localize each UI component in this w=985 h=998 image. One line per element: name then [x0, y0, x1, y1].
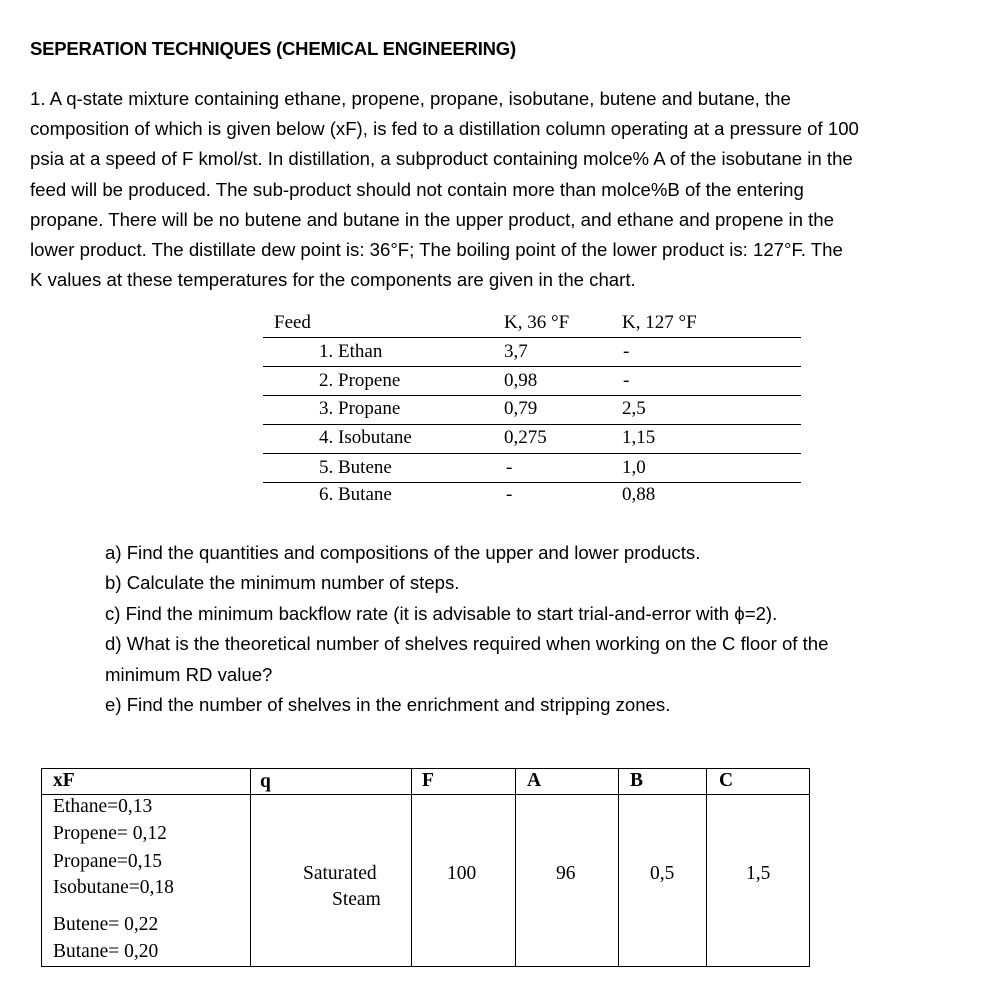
question-d: d) What is the theoretical number of shelves required when working on the C floor of the: [105, 633, 829, 655]
k-table-row-name: 4. Isobutane: [319, 427, 412, 448]
table-column-divider: [250, 768, 251, 967]
q-value-line2: Steam: [332, 889, 381, 910]
k-table-row-k127: 0,88: [622, 484, 656, 505]
feed-table-header-a: A: [527, 770, 542, 791]
xf-value: Propane=0,15: [53, 851, 163, 872]
k-table-row-k36: 3,7: [504, 341, 528, 362]
k-table-row-name: 6. Butane: [319, 484, 392, 505]
k-table-row-name: 5. Butene: [319, 457, 392, 478]
xf-value: Ethane=0,13: [53, 796, 153, 817]
xf-value: Isobutane=0,18: [53, 877, 174, 898]
feed-table-header-b: B: [630, 770, 644, 791]
table-column-divider: [706, 768, 707, 967]
problem-statement: [30, 84, 975, 295]
question-d-continued: minimum RD value?: [105, 663, 273, 685]
table-column-divider: [515, 768, 516, 967]
feed-spec-table: [41, 768, 810, 967]
problem-line: K values at these temperatures for the components are given in the chart.: [30, 269, 636, 291]
xf-value: Butene= 0,22: [53, 914, 159, 935]
problem-line: propane. There will be no butene and butane in the upper product, and ethane and propene in the: [30, 208, 834, 230]
feed-table-header-q: q: [260, 771, 271, 792]
k-table-row-k127: -: [623, 370, 630, 391]
problem-line: psia at a speed of F kmol/st. In distillation, a subproduct containing molce% A of the isobutane in the: [30, 148, 853, 170]
k-table-row-k36: -: [506, 484, 513, 505]
k-table-row-k36: 0,79: [504, 398, 538, 419]
k-table-header-feed: Feed: [274, 312, 311, 333]
problem-line: composition of which is given below (xF), is fed to a distillation column operating at a pressure of 100: [30, 118, 859, 140]
xf-value: Butane= 0,20: [53, 941, 159, 962]
c-value: 1,5: [746, 863, 771, 884]
table-divider: [263, 337, 801, 338]
feed-table-header-c: C: [719, 770, 734, 791]
k-table-row-k127: 2,5: [622, 398, 646, 419]
question-b: b) Calculate the minimum number of steps.: [105, 572, 460, 594]
table-divider: [263, 453, 801, 454]
k-table-row-k127: 1,0: [622, 457, 646, 478]
table-divider: [263, 395, 801, 396]
q-value-line1: Saturated: [303, 863, 377, 884]
k-table-row-k36: 0,98: [504, 370, 538, 391]
table-divider: [263, 366, 801, 367]
problem-line: lower product. The distillate dew point is: 36°F; The boiling point of the lower product is: 127°F. The: [30, 239, 843, 261]
b-value: 0,5: [650, 863, 675, 884]
xf-value: Propene= 0,12: [53, 823, 167, 844]
k-table-row-k36: 0,275: [504, 427, 547, 448]
table-header-divider: [41, 794, 810, 795]
question-e: e) Find the number of shelves in the enrichment and stripping zones.: [105, 694, 671, 716]
problem-line: 1. A q-state mixture containing ethane, propene, propane, isobutane, butene and butane, the: [30, 88, 791, 109]
question-c: c) Find the minimum backflow rate (it is advisable to start trial-and-error with ϕ=2).: [105, 602, 778, 624]
k-table-row-name: 1. Ethan: [319, 341, 383, 362]
table-column-divider: [411, 768, 412, 967]
questions-list: [105, 538, 975, 720]
problem-line: feed will be produced. The sub-product should not contain more than molce%B of the entering: [30, 178, 804, 200]
table-divider: [263, 482, 801, 483]
a-value: 96: [556, 863, 576, 884]
k-table-row-name: 3. Propane: [319, 398, 401, 419]
k-table-header-k127: K, 127 °F: [622, 312, 697, 333]
k-table-row-name: 2. Propene: [319, 370, 401, 391]
f-value: 100: [447, 863, 477, 884]
page-title: SEPERATION TECHNIQUES (CHEMICAL ENGINEERING): [30, 38, 516, 59]
k-values-table: [263, 310, 801, 510]
k-table-row-k127: -: [623, 341, 630, 362]
k-table-row-k127: 1,15: [622, 427, 656, 448]
table-column-divider: [618, 768, 619, 967]
k-table-header-k36: K, 36 °F: [504, 312, 570, 333]
k-table-row-k36: -: [506, 457, 513, 478]
table-divider: [263, 424, 801, 425]
question-a: a) Find the quantities and compositions of the upper and lower products.: [105, 542, 701, 563]
feed-table-header-xf: xF: [53, 770, 75, 791]
feed-table-header-f: F: [422, 770, 434, 791]
